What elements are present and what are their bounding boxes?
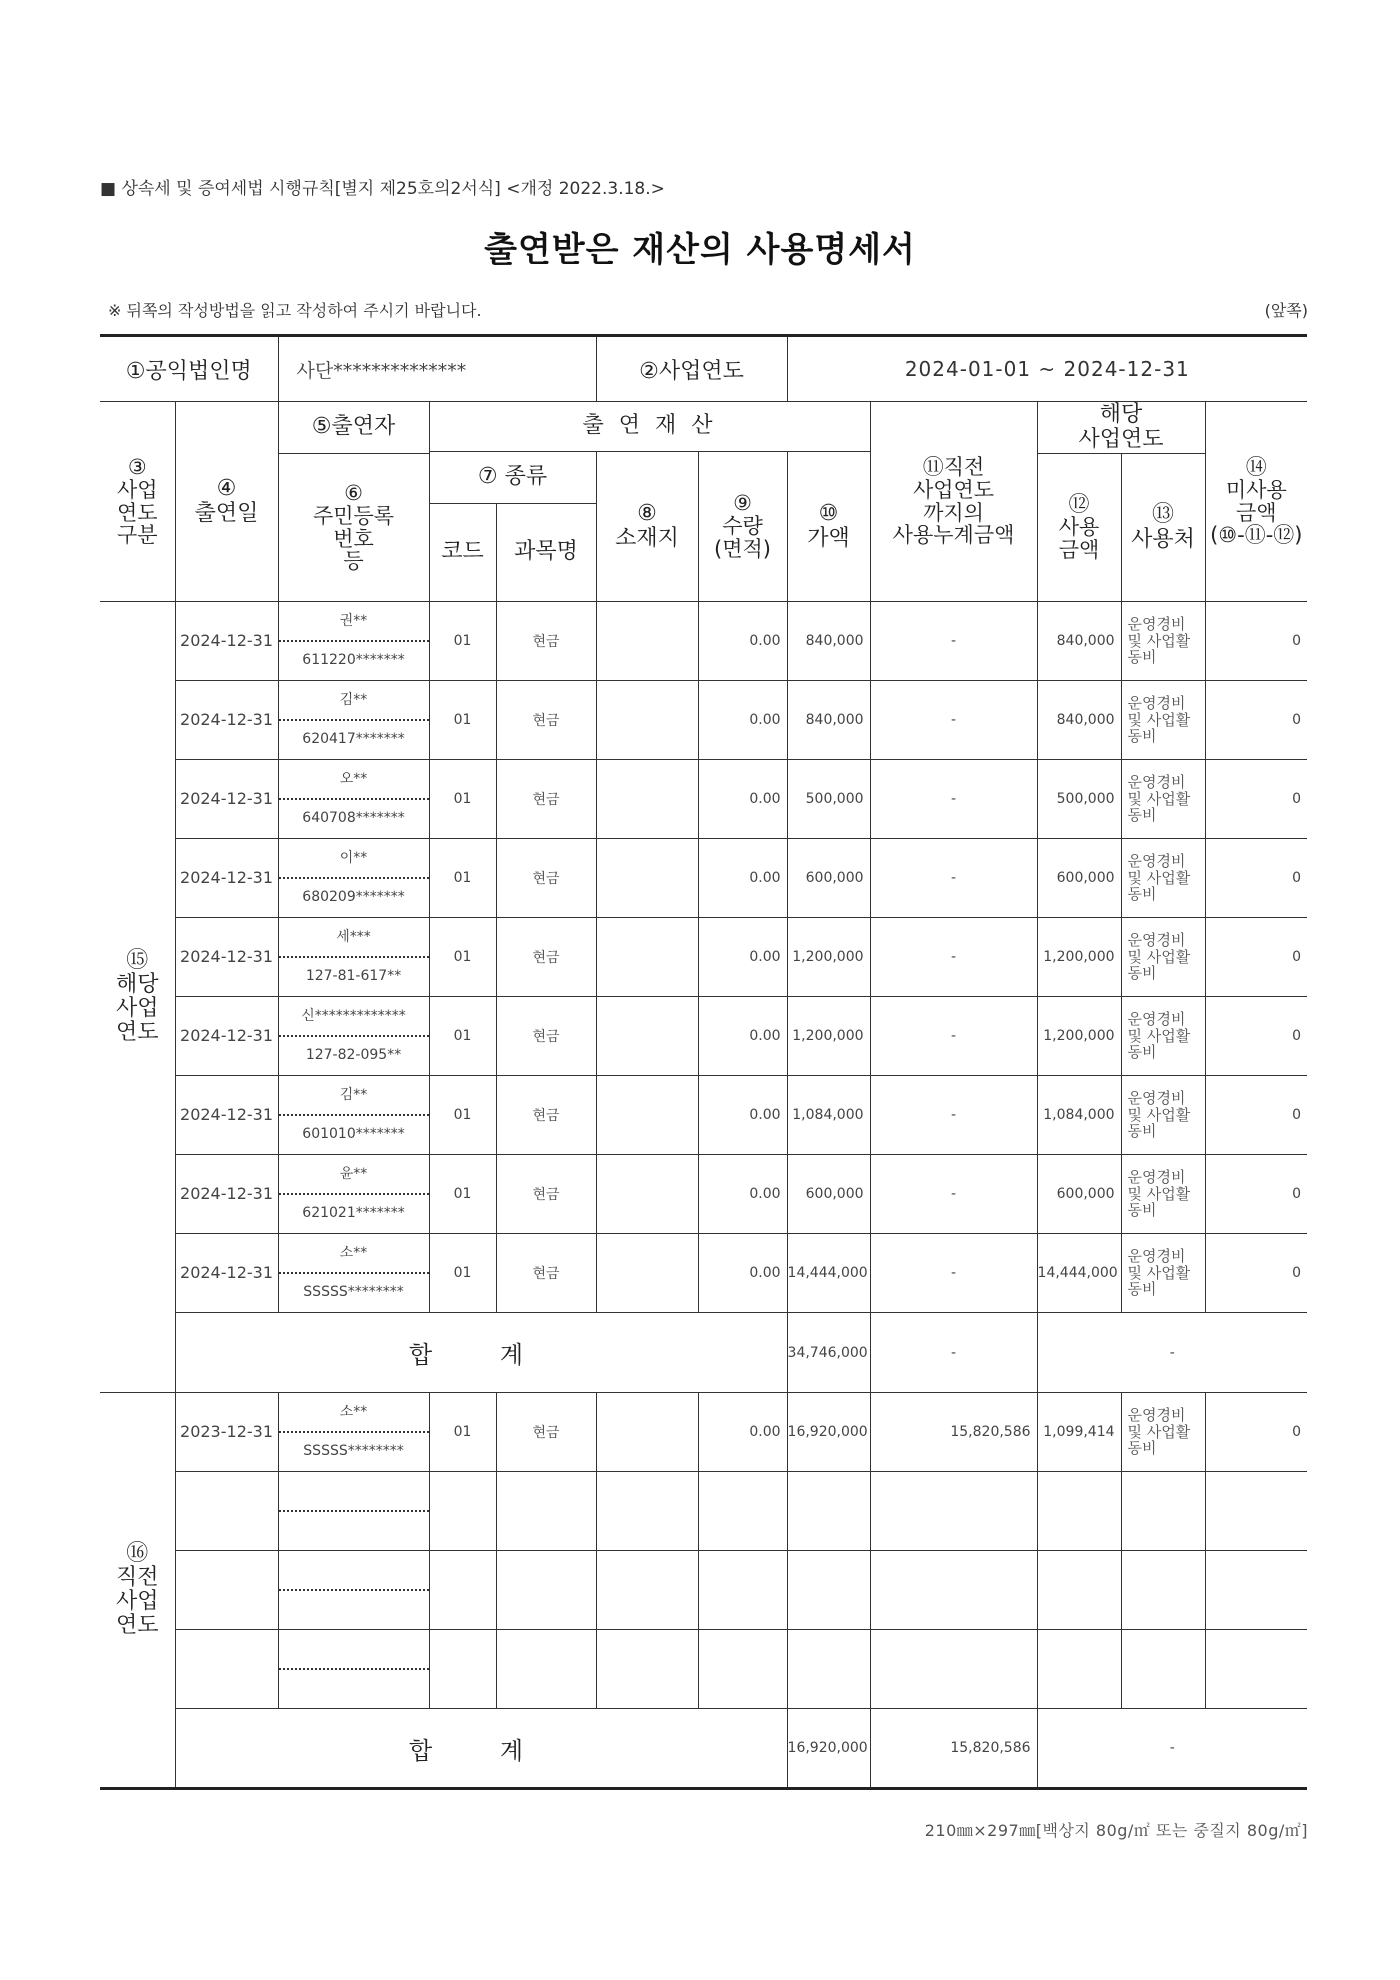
donor-id-number (279, 1670, 429, 1707)
unused-amount: 0 (1205, 918, 1307, 997)
org-name-label: ①공익법인명 (100, 336, 278, 402)
business-year-value: 2024-01-01 ~ 2024-12-31 (787, 336, 1307, 402)
kind-code (429, 1630, 496, 1709)
donor-id-number: 601010******* (302, 1126, 405, 1142)
page-title: 출연받은 재산의 사용명세서 (484, 230, 916, 270)
property-location (596, 1076, 698, 1155)
property-quantity: 0.00 (698, 997, 787, 1076)
total-prev-usage: 15,820,586 (870, 1709, 1037, 1789)
header-reg-number (278, 454, 429, 602)
table-row (100, 1076, 1307, 1155)
donor-id-number: SSSSS******** (303, 1284, 404, 1300)
unused-amount: 0 (1205, 760, 1307, 839)
kind-subject: 현금 (496, 1076, 596, 1155)
donor-name: 김** (279, 1077, 429, 1116)
use-place: 운영경비 및 사업활동비 (1121, 918, 1205, 997)
table-row (100, 1155, 1307, 1234)
header-value (787, 452, 870, 602)
unused-amount (1205, 1551, 1307, 1630)
property-location (596, 602, 698, 681)
use-place: 운영경비 및 사업활동비 (1121, 839, 1205, 918)
property-location (596, 839, 698, 918)
kind-code: 01 (429, 918, 496, 997)
property-location (596, 997, 698, 1076)
property-quantity: 0.00 (698, 1393, 787, 1472)
header-year-type (100, 402, 175, 602)
property-quantity: 0.00 (698, 681, 787, 760)
kind-code: 01 (429, 1234, 496, 1313)
header-text: ④ 출연일 (194, 476, 259, 526)
total-value: 34,746,000 (787, 1313, 870, 1393)
property-value: 840,000 (787, 602, 870, 681)
unused-amount: 0 (1205, 997, 1307, 1076)
header-location (596, 452, 698, 602)
donor-id-number: 127-81-617** (305, 968, 402, 984)
usage-statement-table (100, 334, 1307, 1790)
unused-amount: 0 (1205, 1155, 1307, 1234)
donor-cell (278, 1234, 429, 1313)
donation-date: 2024-12-31 (175, 760, 278, 839)
donor-cell (278, 602, 429, 681)
unused-amount: 0 (1205, 602, 1307, 681)
property-value: 1,200,000 (787, 918, 870, 997)
header-code: 코드 (429, 504, 496, 602)
property-value: 500,000 (787, 760, 870, 839)
donation-date (175, 1472, 278, 1551)
donor-cell (278, 1551, 429, 1630)
donation-date: 2024-12-31 (175, 1155, 278, 1234)
prev-usage-amount (870, 1551, 1037, 1630)
total-label: 합 계 (175, 1313, 787, 1393)
used-amount: 1,099,414 (1037, 1393, 1121, 1472)
section-label: ⑮ 해당 사업 연도 (100, 602, 175, 1393)
property-value: 1,084,000 (787, 1076, 870, 1155)
property-location (596, 1472, 698, 1551)
donor-name: 오** (279, 761, 429, 800)
donor-id-number: 127-82-095** (305, 1047, 402, 1063)
property-location (596, 1155, 698, 1234)
property-value (787, 1630, 870, 1709)
header-kind: ⑦ 종류 (429, 452, 596, 504)
total-row (100, 1709, 1307, 1789)
header-unused (1205, 402, 1307, 602)
donor-id-number: 611220******* (302, 652, 405, 668)
prev-usage-amount: - (870, 602, 1037, 681)
kind-subject: 현금 (496, 918, 596, 997)
donation-date (175, 1630, 278, 1709)
kind-code: 01 (429, 839, 496, 918)
kind-subject (496, 1551, 596, 1630)
header-used-amount (1037, 454, 1121, 602)
donor-cell (278, 1155, 429, 1234)
use-place: 운영경비 및 사업활동비 (1121, 1076, 1205, 1155)
use-place (1121, 1630, 1205, 1709)
header-donation-date (175, 402, 278, 602)
use-place (1121, 1551, 1205, 1630)
use-place: 운영경비 및 사업활동비 (1121, 1393, 1205, 1472)
used-amount: 600,000 (1037, 1155, 1121, 1234)
total-row (100, 1313, 1307, 1393)
kind-subject: 현금 (496, 1155, 596, 1234)
property-location (596, 918, 698, 997)
table-row (100, 839, 1307, 918)
kind-code: 01 (429, 1393, 496, 1472)
donation-date (175, 1551, 278, 1630)
kind-code: 01 (429, 997, 496, 1076)
used-amount (1037, 1551, 1121, 1630)
donor-id-number: 620417******* (302, 731, 405, 747)
property-value: 600,000 (787, 1155, 870, 1234)
property-value: 14,444,000 (787, 1234, 870, 1313)
table-row (100, 997, 1307, 1076)
property-quantity: 0.00 (698, 1076, 787, 1155)
prev-usage-amount: - (870, 1155, 1037, 1234)
donation-date: 2024-12-31 (175, 1234, 278, 1313)
donation-date: 2024-12-31 (175, 918, 278, 997)
property-location (596, 1393, 698, 1472)
table-row (100, 1630, 1307, 1709)
use-place: 운영경비 및 사업활동비 (1121, 602, 1205, 681)
used-amount (1037, 1630, 1121, 1709)
donor-name (279, 1552, 429, 1591)
prev-usage-amount: - (870, 918, 1037, 997)
total-used: - (1037, 1313, 1307, 1393)
property-quantity: 0.00 (698, 1234, 787, 1313)
total-used: - (1037, 1709, 1307, 1789)
property-quantity: 0.00 (698, 602, 787, 681)
header-text: 해당 사업연도 (1078, 402, 1164, 452)
donation-date: 2024-12-31 (175, 602, 278, 681)
donation-date: 2024-12-31 (175, 997, 278, 1076)
donor-name (279, 1473, 429, 1512)
donor-id-number (279, 1591, 429, 1628)
used-amount: 1,200,000 (1037, 997, 1121, 1076)
header-text: ⑫ 사용 금액 (1058, 492, 1100, 562)
kind-subject: 현금 (496, 1234, 596, 1313)
property-location (596, 1630, 698, 1709)
unused-amount: 0 (1205, 681, 1307, 760)
kind-subject: 현금 (496, 839, 596, 918)
table-row (100, 918, 1307, 997)
donation-date: 2023-12-31 (175, 1393, 278, 1472)
prev-usage-amount: - (870, 760, 1037, 839)
table-row (100, 1234, 1307, 1313)
unused-amount (1205, 1630, 1307, 1709)
header-property: 출 연 재 산 (429, 402, 870, 452)
table-row (100, 602, 1307, 681)
property-location (596, 1551, 698, 1630)
kind-subject: 현금 (496, 760, 596, 839)
org-name-value: 사단************** (278, 336, 596, 402)
header-quantity (698, 452, 787, 602)
donor-name: 윤** (279, 1156, 429, 1195)
prev-usage-amount: 15,820,586 (870, 1393, 1037, 1472)
kind-code: 01 (429, 760, 496, 839)
header-text: ⑬ 사용처 (1131, 502, 1195, 552)
used-amount: 600,000 (1037, 839, 1121, 918)
donor-name: 김** (279, 682, 429, 721)
header-donor: ⑤출연자 (278, 402, 429, 454)
donor-name: 소** (279, 1235, 429, 1274)
table-row (100, 1472, 1307, 1551)
donor-name: 세*** (279, 919, 429, 958)
total-prev-usage: - (870, 1313, 1037, 1393)
used-amount: 500,000 (1037, 760, 1121, 839)
property-quantity (698, 1551, 787, 1630)
property-value (787, 1551, 870, 1630)
used-amount: 840,000 (1037, 602, 1121, 681)
donation-date: 2024-12-31 (175, 1076, 278, 1155)
unused-amount: 0 (1205, 1076, 1307, 1155)
prev-usage-amount: - (870, 997, 1037, 1076)
header-row-1 (100, 402, 1307, 452)
header-text: ⑧ 소재지 (615, 501, 679, 551)
header-prev-usage (870, 402, 1037, 602)
prev-usage-amount (870, 1472, 1037, 1551)
property-quantity: 0.00 (698, 839, 787, 918)
instruction-note: ※ 뒤쪽의 작성방법을 읽고 작성하여 주시기 바랍니다. (108, 301, 482, 320)
donor-id-number: 621021******* (302, 1205, 405, 1221)
donor-id-number (279, 1512, 429, 1549)
table-row (100, 760, 1307, 839)
used-amount: 1,084,000 (1037, 1076, 1121, 1155)
donor-id-number: 640708******* (302, 810, 405, 826)
donation-date: 2024-12-31 (175, 681, 278, 760)
prev-usage-amount (870, 1630, 1037, 1709)
property-quantity: 0.00 (698, 1155, 787, 1234)
property-quantity: 0.00 (698, 760, 787, 839)
prev-usage-amount: - (870, 839, 1037, 918)
donor-cell (278, 1472, 429, 1551)
used-amount: 1,200,000 (1037, 918, 1121, 997)
prev-usage-amount: - (870, 1234, 1037, 1313)
property-value: 840,000 (787, 681, 870, 760)
use-place (1121, 1472, 1205, 1551)
donor-name: 소** (279, 1394, 429, 1433)
total-label: 합 계 (175, 1709, 787, 1789)
unused-amount: 0 (1205, 1234, 1307, 1313)
table-row (100, 1551, 1307, 1630)
kind-code: 01 (429, 602, 496, 681)
donor-cell (278, 1393, 429, 1472)
header-text: ⑩ 가액 (807, 501, 850, 551)
kind-code: 01 (429, 1155, 496, 1234)
use-place: 운영경비 및 사업활동비 (1121, 760, 1205, 839)
used-amount: 14,444,000 (1037, 1234, 1121, 1313)
use-place: 운영경비 및 사업활동비 (1121, 1234, 1205, 1313)
property-quantity: 0.00 (698, 918, 787, 997)
header-subject: 과목명 (496, 504, 596, 602)
property-location (596, 681, 698, 760)
business-year-label: ②사업연도 (596, 336, 787, 402)
donor-cell (278, 918, 429, 997)
donor-cell (278, 760, 429, 839)
property-value: 1,200,000 (787, 997, 870, 1076)
paper-spec: 210㎜×297㎜[백상지 80g/㎡ 또는 중질지 80g/㎡] (924, 1821, 1308, 1840)
header-text: ⑭ 미사용 금액 (⑩-⑪-⑫) (1210, 455, 1303, 548)
kind-code: 01 (429, 681, 496, 760)
use-place: 운영경비 및 사업활동비 (1121, 1155, 1205, 1234)
donor-id-number: 680209******* (302, 889, 405, 905)
kind-subject: 현금 (496, 997, 596, 1076)
kind-code (429, 1551, 496, 1630)
property-value: 600,000 (787, 839, 870, 918)
donor-cell (278, 1630, 429, 1709)
table-row (100, 681, 1307, 760)
property-location (596, 760, 698, 839)
donor-cell (278, 1076, 429, 1155)
kind-code: 01 (429, 1076, 496, 1155)
prev-usage-amount: - (870, 1076, 1037, 1155)
kind-subject: 현금 (496, 602, 596, 681)
donor-id-number: SSSSS******** (303, 1443, 404, 1459)
table-row (100, 1393, 1307, 1472)
prev-usage-amount: - (870, 681, 1037, 760)
donor-cell (278, 681, 429, 760)
property-value (787, 1472, 870, 1551)
section-label: ⑯ 직전 사업 연도 (100, 1393, 175, 1789)
donor-name: 이** (279, 840, 429, 879)
used-amount (1037, 1472, 1121, 1551)
use-place: 운영경비 및 사업활동비 (1121, 997, 1205, 1076)
donor-cell (278, 839, 429, 918)
kind-code (429, 1472, 496, 1551)
property-location (596, 1234, 698, 1313)
donation-date: 2024-12-31 (175, 839, 278, 918)
header-text: ⑪직전 사업연도 까지의 사용누계금액 (892, 455, 1015, 548)
header-text: ⑨ 수량 (면적) (714, 491, 771, 561)
header-text: ③ 사업 연도 구분 (116, 455, 158, 548)
kind-subject (496, 1630, 596, 1709)
total-value: 16,920,000 (787, 1709, 870, 1789)
property-quantity (698, 1630, 787, 1709)
page-side-label: (앞쪽) (1264, 301, 1308, 320)
header-current-year (1037, 402, 1205, 454)
kind-subject: 현금 (496, 1393, 596, 1472)
donor-name: 권** (279, 603, 429, 642)
property-value: 16,920,000 (787, 1393, 870, 1472)
org-info-row (100, 336, 1307, 402)
unused-amount: 0 (1205, 839, 1307, 918)
kind-subject: 현금 (496, 681, 596, 760)
header-text: ⑥ 주민등록 번호 등 (312, 481, 395, 574)
header-use-place (1121, 454, 1205, 602)
unused-amount: 0 (1205, 1393, 1307, 1472)
form-reference: ■ 상속세 및 증여세법 시행규칙[별지 제25호의2서식] <개정 2022.3.18.> (100, 179, 665, 199)
unused-amount (1205, 1472, 1307, 1551)
donor-cell (278, 997, 429, 1076)
property-quantity (698, 1472, 787, 1551)
kind-subject (496, 1472, 596, 1551)
used-amount: 840,000 (1037, 681, 1121, 760)
donor-name (279, 1631, 429, 1670)
donor-name: 신************* (279, 998, 429, 1037)
use-place: 운영경비 및 사업활동비 (1121, 681, 1205, 760)
